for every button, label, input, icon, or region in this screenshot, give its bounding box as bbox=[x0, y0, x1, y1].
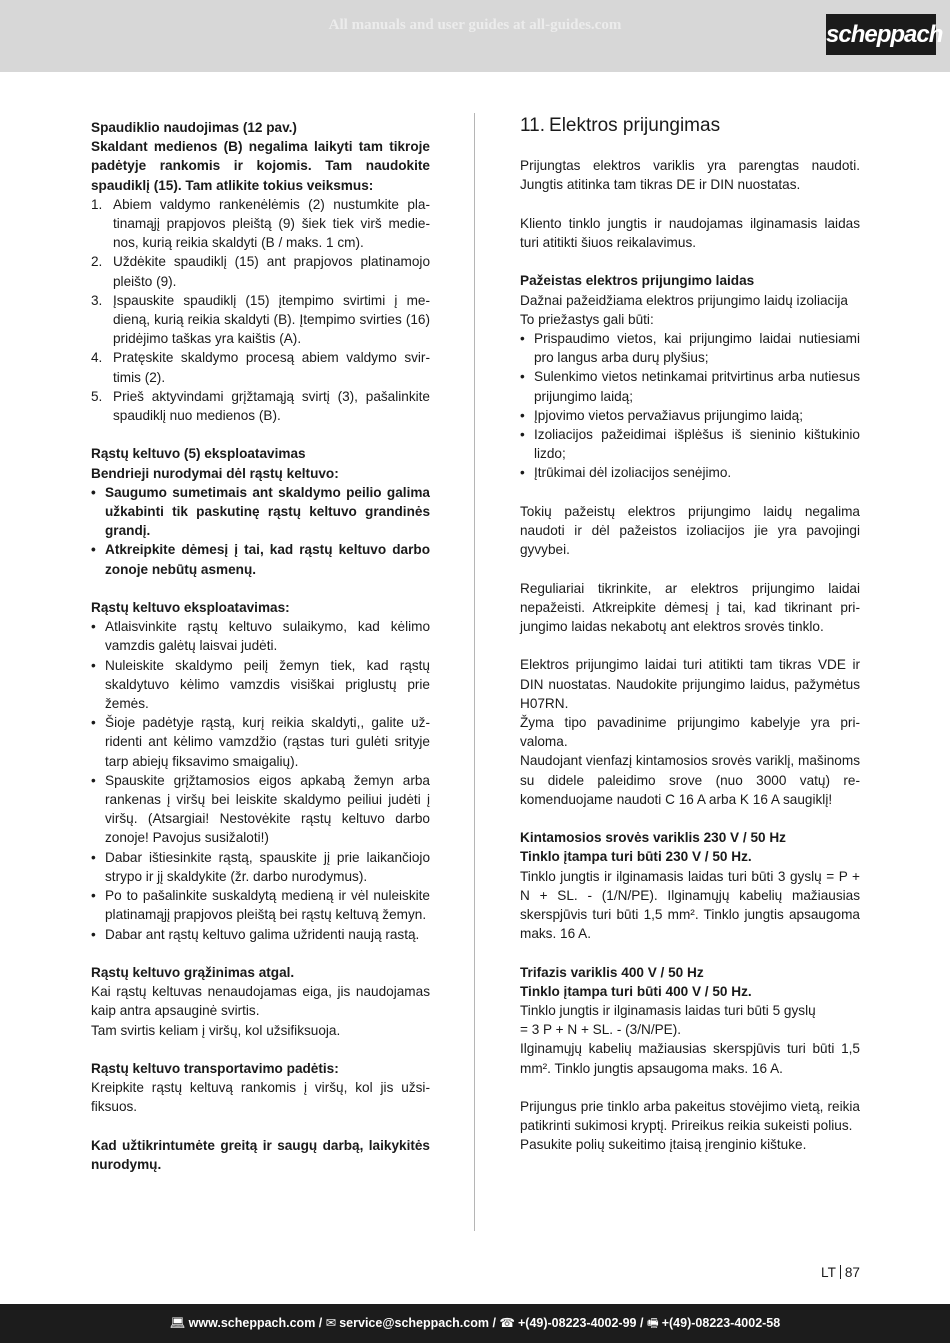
page-number bbox=[821, 1265, 860, 1280]
subsection-title: Kintamosios srovės variklis 230 V / 50 Hz bbox=[520, 830, 786, 846]
page-language: LT bbox=[821, 1265, 836, 1280]
list-item: • Įpjovimo vietos pervažiavus prijungimo laidą; bbox=[520, 407, 803, 423]
paragraph: Kreipkite rąstų keltuvą rankomis į viršų, kol jis užsifiksuos. bbox=[91, 1080, 430, 1115]
footer-email: service@scheppach.com bbox=[339, 1316, 489, 1330]
paragraph: Tinklo jungtis ir ilginamasis laidas turi būti 5 gyslų bbox=[520, 1003, 816, 1019]
paragraph: Dažnai pažeidžiama elektros prijungimo laidų izoliacija bbox=[520, 292, 848, 308]
list-item: 5. Prieš aktyvindami grįžtamąją svirtį (3), pašalinkite spaudiklį nuo medienos (B). bbox=[91, 388, 430, 424]
list-item: 2. Uždėkite spaudiklį (15) ant prapjovos platinamojo pleišto (9). bbox=[91, 254, 430, 289]
footer-website: www.scheppach.com bbox=[188, 1316, 316, 1330]
list-item: • Dabar ant rąstų keltuvo galima užridenti naują rastą. bbox=[91, 926, 420, 942]
section-title: Rąstų keltuvo eksploatavimas: bbox=[91, 600, 290, 616]
page-number-separator bbox=[840, 1265, 841, 1279]
paragraph: Kliento tinklo jungtis ir naudojamas ilginamasis laidas turi atitikti šiuos reikalavimus. bbox=[520, 215, 860, 250]
list-item: 4. Pratęskite skaldymo procesą abiem valdymo svirtimis (2). bbox=[91, 350, 430, 385]
paragraph: Tokių pažeistų elektros prijungimo laidų negalima naudoti ir dėl pažeistos izoliacijos jie yra pavojingi gyvybei. bbox=[520, 503, 860, 558]
section-number: 11. bbox=[520, 115, 546, 136]
list-item: 3. Įspauskite spaudiklį (15) įtempimo svirtimi į medieną, kurią reikia skaldyti (B). Įtempimo svirties (16) pridėjimo taškas yra kaištis (A). bbox=[91, 292, 430, 347]
paragraph: To priežastys gali būti: bbox=[520, 311, 654, 327]
paragraph: Naudojant vienfazį kintamosios srovės variklį, mašinoms su didele paleidimo srove (nuo 3000 vatų) rekomenduojame naudoti C 16 A arba K 16 A saugiklį! bbox=[520, 753, 860, 807]
section-title: Rąstų keltuvo transportavimo padėtis: bbox=[91, 1060, 339, 1076]
list-item: • Spauskite grįžtamosios eigos apkabą žemyn arba rankenas į viršų bei leiskite skaldymo peiliui judėti į viršų. (Atsargiai! Nestovėkite rąstų keltuvo darbo zonoje! Pavojus susižaloti!) bbox=[91, 772, 430, 846]
paragraph: Kai rąstų keltuvas nenaudojamas eiga, jis naudojamas kaip antra apsauginė svirtis. bbox=[91, 984, 430, 1019]
list-item: • Šioje padėtyje rąstą, kurį reikia skaldyti,, galite užridenti ant kėlimo vamzdžio (rąstas turi gulėti srityje tarp abiejų fiksavimo smaigalių). bbox=[91, 715, 430, 769]
page-number-value: 87 bbox=[844, 1265, 860, 1280]
list-item: • Po to pašalinkite suskaldytą medieną ir vėl nuleiskite platinamąjį prapjovos pleištą bei rąstų keltuvą žemyn. bbox=[91, 888, 430, 923]
list-item: • Prispaudimo vietos, kai prijungimo laidai nutiesiami pro langus arba durų plyšius; bbox=[520, 330, 860, 366]
list-item: • Atkreipkite dėmesį į tai, kad rąstų keltuvo darbo zonoje nebūtų asmenų. bbox=[91, 542, 430, 577]
paragraph: Prijungtas elektros variklis yra parengtas naudoti. Jungtis atitinka tam tikras DE ir DIN nuostatas. bbox=[520, 158, 860, 193]
bullet-list bbox=[91, 617, 430, 943]
footer-phone: +(49)-08223-4002-99 bbox=[517, 1316, 637, 1330]
section-title: Rąstų keltuvo grąžinimas atgal. bbox=[91, 964, 295, 980]
section-heading-title: Elektros prijungimas bbox=[549, 115, 721, 136]
list-item: • Sulenkimo vietos netinkamai pritvirtinus arba nutiesus prijungimo laidą; bbox=[520, 369, 860, 404]
computer-icon: 💻︎ bbox=[169, 1316, 186, 1330]
list-item: 1. Abiem valdymo rankenėlėmis (2) nustumkite platinamąjį prapjovos pleištą (9) šiek tiek virš medienos, kurią reikia skaldyti (B / maks. 1 cm). bbox=[91, 196, 430, 251]
bullet-list bbox=[520, 329, 860, 483]
paragraph: Tam svirtis keliam į viršų, kol užsifiksuoja. bbox=[91, 1022, 341, 1038]
page-header bbox=[0, 0, 950, 72]
section-heading bbox=[520, 115, 860, 137]
section-title: Rąstų keltuvo (5) eksploatavimas bbox=[91, 446, 306, 462]
left-column bbox=[91, 118, 430, 1174]
column-divider bbox=[474, 113, 475, 1231]
page-footer: 💻︎ www.scheppach.com / ✉︎ service@scheppach.com / ☎ +(49)-08223-4002-99 / 🖷︎ +(49)-08223-4002-58 bbox=[0, 1304, 950, 1343]
right-column bbox=[520, 115, 860, 1155]
phone-icon: ☎ bbox=[499, 1316, 515, 1330]
mail-icon: ✉︎ bbox=[325, 1316, 337, 1330]
closing-note: Kad užtikrintumėte greitą ir saugų darbą, laikykitės nurodymų. bbox=[91, 1137, 430, 1172]
scheppach-logo: scheppach bbox=[826, 14, 936, 55]
paragraph: Elektros prijungimo laidai turi atitikti tam tikras VDE ir DIN nuostatas. Naudokite prijungimo laidus, pažymėtus H07RN. bbox=[520, 657, 860, 711]
footer-fax: +(49)-08223-4002-58 bbox=[661, 1316, 781, 1330]
paragraph: Pasukite polių sukeitimo įtaisą įrenginio kištuke. bbox=[520, 1137, 807, 1153]
steps-list bbox=[91, 195, 430, 425]
section-title: Spaudiklio naudojimas (12 pav.) bbox=[91, 120, 297, 135]
paragraph: Žyma tipo pavadinime prijungimo kabelyje yra privaloma. bbox=[520, 715, 860, 750]
paragraph: Ilginamųjų kabelių mažiausias skerspjūvis turi būti 1,5 mm². Tinklo jungtis apsaugoma maks. 16 A. bbox=[520, 1041, 860, 1076]
paragraph: Reguliariai tikrinkite, ar elektros prijungimo laidai nepažeisti. Atkreipkite dėmesį į tai, kad tikrinant prijungimo laidas nekabotų ant elektros srovės tinklo. bbox=[520, 580, 860, 634]
list-item: • Dabar ištiesinkite rąstą, spauskite jį prie laikančiojo strypo ir jį skaldykite (žr. darbo nurodymus). bbox=[91, 849, 430, 884]
subsection-title: Pažeistas elektros prijungimo laidas bbox=[520, 273, 755, 289]
list-item: • Įtrūkimai dėl izoliacijos senėjimo. bbox=[520, 465, 732, 481]
list-item: • Izoliacijos pažeidimai išplėšus iš sieninio kištukinio lizdo; bbox=[520, 427, 860, 462]
subsection-title: Tinklo įtampa turi būti 230 V / 50 Hz. bbox=[520, 849, 752, 865]
subsection-title: Trifazis variklis 400 V / 50 Hz bbox=[520, 964, 704, 980]
paragraph: Tinklo jungtis ir ilginamasis laidas turi būti 3 gyslų = P + N + SL. - (1/N/PE). Ilginamųjų kabelių mažiausias skerspjūvis turi būti 1,5 mm². Tinklo jungtis apsaugoma maks. 16 A. bbox=[520, 868, 860, 942]
list-item: • Saugumo sumetimais ant skaldymo peilio galima užkabinti tik paskutinę rąstų keltuvo grandinės grandį. bbox=[91, 484, 430, 539]
paragraph: Prijungus prie tinklo arba pakeitus stovėjimo vietą, reikia patikrinti sukimosi kryptį. Prireikus reikia sukeisti polius. bbox=[520, 1099, 860, 1134]
fax-icon: 🖷︎ bbox=[646, 1316, 659, 1330]
subsection-title: Tinklo įtampa turi būti 400 V / 50 Hz. bbox=[520, 983, 752, 999]
paragraph: = 3 P + N + SL. - (3/N/PE). bbox=[520, 1022, 682, 1038]
section-intro: Skaldant medienos (B) negalima laikyti tam tikroje padėtyje rankomis ir kojomis. Tam naudokite spaudiklį (15). Tam atlikite tokius veiksmus: bbox=[91, 139, 430, 193]
list-item: • Atlaisvinkite rąstų keltuvo sulaikymo, kad kėlimo vamzdis galėtų laisvai judėti. bbox=[91, 619, 430, 654]
watermark-text: All manuals and user guides at all-guides.com bbox=[328, 17, 622, 33]
list-item: • Nuleiskite skaldymo peilį žemyn tiek, kad rąstų skaldytuvo kėlimo vamzdis visiškai priglustų prie žemės. bbox=[91, 657, 430, 712]
section-subtitle: Bendrieji nurodymai dėl rąstų keltuvo: bbox=[91, 465, 339, 481]
bullet-list bbox=[91, 483, 430, 579]
